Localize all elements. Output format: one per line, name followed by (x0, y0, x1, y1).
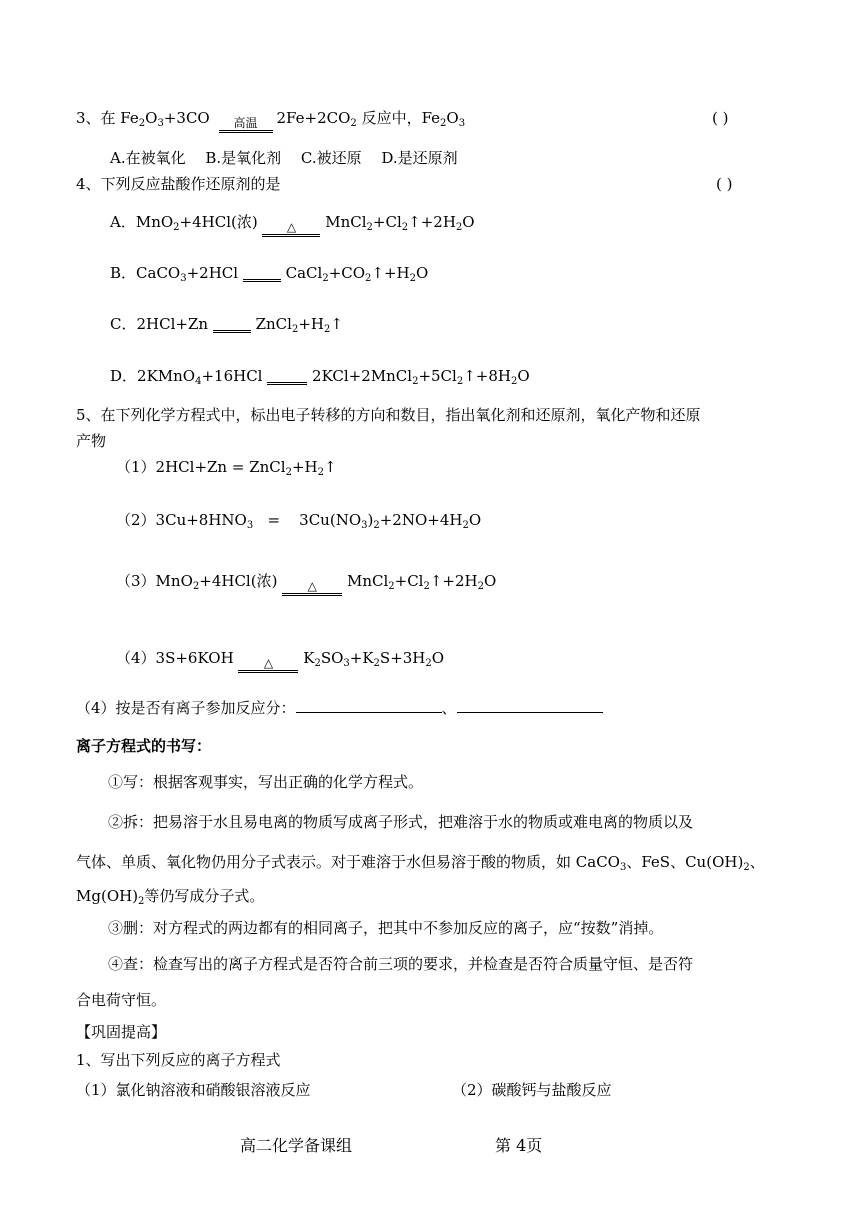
text: O (431, 649, 445, 667)
consolidate-q1: 1、写出下列反应的离子方程式 (76, 1051, 281, 1069)
text: K (298, 649, 315, 667)
heat-condition-sign (262, 220, 320, 237)
text: （1）2HCl+Zn = ZnCl (116, 458, 286, 476)
ionic-step-3: ③删：对方程式的两边都有的相同离子，把其中不参加反应的离子，应“按数”消掉。 (108, 919, 664, 937)
sub: 3 (180, 273, 187, 284)
sub: 2 (291, 324, 299, 335)
text: 2KCl+2MnCl (307, 367, 413, 385)
sub: 2 (173, 222, 180, 233)
text: （4）3S+6KOH (116, 649, 234, 667)
q3-condition: 高温 (233, 116, 258, 130)
heat-triangle-icon: △ (286, 220, 297, 234)
consolidate-heading: 【巩固提高】 (76, 1023, 167, 1041)
text: MnCl (342, 572, 389, 590)
sub: 2 (743, 862, 750, 873)
text: +2HCl (186, 264, 239, 282)
classify-line (76, 698, 603, 718)
text: O (145, 109, 158, 127)
sub: 2 (373, 658, 380, 669)
sub: 2 (510, 376, 518, 387)
text: 反应中，Fe (356, 109, 441, 127)
equals-bar (243, 279, 281, 282)
sub: 2 (440, 118, 447, 129)
q5-equation-4 (116, 648, 444, 669)
separator: 、 (441, 699, 457, 717)
sub: 3 (361, 520, 368, 531)
sub: 2 (401, 222, 409, 233)
sub: 2 (423, 581, 430, 592)
sub: 4 (195, 376, 202, 387)
sub: 2 (388, 581, 395, 592)
text: 2Fe+2CO (276, 109, 351, 127)
q5-equation-3 (116, 571, 496, 592)
sub: 2 (322, 273, 329, 284)
ionic-step-2-line1: ②拆：把易溶于水且易电离的物质写成离子形式，把难溶于水的物质或难电离的物质以及 (108, 813, 694, 831)
q4-answer-paren: ( ) (716, 175, 733, 193)
sub: 2 (138, 118, 146, 129)
heat-condition-sign (282, 579, 342, 596)
q3-answer-paren: ( ) (712, 109, 729, 127)
text: C．2HCl+Zn (110, 315, 209, 333)
text: ↑+2H (408, 213, 456, 231)
text: B．CaCO (110, 264, 181, 282)
classify-label: （4）按是否有离子参加反应分： (76, 699, 296, 717)
equals-bar (238, 670, 298, 673)
text: （2）3Cu+8HNO (116, 511, 247, 529)
text: +Cl (394, 572, 424, 590)
sub: 2 (477, 581, 484, 592)
text: S+3H (379, 649, 426, 667)
q4-option-c (110, 314, 343, 334)
text: +Cl (372, 213, 402, 231)
q3-condition-sign (219, 116, 273, 133)
text: O (446, 109, 459, 127)
text: A．MnO (110, 213, 174, 231)
consolidate-sub-1: （1）氯化钠溶液和硝酸银溶液反应 (76, 1081, 311, 1099)
text: 、FeS、Cu(OH) (626, 853, 744, 871)
ionic-step-2-line2 (76, 852, 765, 872)
equals-bar (262, 234, 320, 237)
text: = 3Cu(NO (253, 511, 362, 529)
sub: 2 (192, 581, 200, 592)
sub: 2 (350, 118, 357, 129)
consolidate-sub-2: （2）碳酸钙与盐酸反应 (452, 1081, 612, 1099)
equals-sign (243, 279, 281, 282)
footer-page-number: 第 4页 (495, 1136, 543, 1155)
text: D．2KMnO (110, 367, 196, 385)
text: +4HCl(浓) (199, 572, 278, 590)
equals-sign (267, 382, 307, 385)
text: CaCl (280, 264, 323, 282)
text: O (468, 511, 482, 529)
q5-equation-2 (116, 510, 481, 530)
text: O (462, 213, 475, 231)
text: ↑+8H (463, 367, 511, 385)
text: +K (349, 649, 374, 667)
heat-condition-sign (238, 656, 298, 673)
text: 气体、单质、氧化物仍用分子式表示。对于难溶于水但易溶于酸的物质，如 CaCO (76, 853, 620, 871)
text: O (517, 367, 530, 385)
sub: 2 (456, 376, 464, 387)
text: SO (320, 649, 344, 667)
text: MnCl (320, 213, 367, 231)
ionic-step-2-line3 (76, 886, 264, 906)
q5-stem-line2: 产物 (76, 432, 107, 450)
sub: 2 (425, 658, 432, 669)
q4-option-d (110, 366, 530, 386)
equals-bar (219, 130, 273, 133)
text: 等仍写成分子式。 (144, 887, 265, 905)
sub: 2 (285, 467, 292, 478)
q5-stem-line1: 5、在下列化学方程式中，标出电子转移的方向和数目，指出氧化剂和还原剂，氧化产物和还原 (76, 406, 701, 424)
text: +5Cl (418, 367, 457, 385)
text: Mg(OH) (76, 887, 139, 905)
q5-equation-1 (116, 457, 337, 477)
text: +16HCl (201, 367, 263, 385)
text: +4HCl(浓) (179, 213, 258, 231)
sub: 3 (458, 118, 466, 129)
sub: 2 (455, 222, 463, 233)
q3-prefix: 3、在 Fe (76, 109, 139, 127)
sub: 2 (314, 658, 321, 669)
sub: 2 (409, 273, 416, 284)
text: ↑+H (371, 264, 410, 282)
sub: 2 (323, 324, 331, 335)
text: +H (291, 458, 318, 476)
ionic-step-1: ①写：根据客观事实，写出正确的化学方程式。 (108, 773, 424, 791)
equals-bar (267, 382, 307, 385)
sub: 3 (246, 520, 254, 531)
text: +CO (328, 264, 366, 282)
equals-sign (213, 330, 251, 333)
text: O (416, 264, 429, 282)
sub: 2 (365, 273, 372, 284)
text: O (484, 572, 497, 590)
q4-option-b (110, 263, 428, 283)
ionic-step-4-line2: 合电荷守恒。 (76, 991, 167, 1009)
sub: 3 (619, 862, 627, 873)
text: ↑ (323, 458, 337, 476)
text: +2NO+4H (379, 511, 463, 529)
q3-options: A.在被氧化 B.是氧化剂 C.被还原 D.是还原剂 (110, 149, 458, 167)
sub: 3 (157, 118, 164, 129)
ionic-step-4-line1: ④查：检查写出的离子方程式是否符合前三项的要求，并检查是否符合质量守恒、是否符 (108, 955, 694, 973)
q4-stem: 4、下列反应盐酸作还原剂的是 (76, 175, 281, 193)
answer-blank-2[interactable] (457, 698, 603, 713)
heat-triangle-icon: △ (307, 579, 317, 593)
text: ↑ (330, 315, 343, 333)
text: ↑+2H (429, 572, 478, 590)
sub: 2 (138, 896, 145, 907)
sub: 2 (317, 467, 324, 478)
sub: 2 (412, 376, 419, 387)
text: （3）MnO (116, 572, 193, 590)
sub: 2 (462, 520, 469, 531)
q3-equation-line (76, 108, 465, 129)
text: +H (298, 315, 324, 333)
text: 、 (749, 853, 765, 871)
q4-option-a (110, 212, 475, 233)
sub: 2 (373, 520, 380, 531)
heat-triangle-icon: △ (263, 656, 274, 670)
sub: 2 (366, 222, 373, 233)
text: ) (367, 511, 374, 529)
footer-group: 高二化学备课组 (240, 1136, 353, 1155)
text: ZnCl (250, 315, 292, 333)
sub: 3 (343, 658, 350, 669)
answer-blank-1[interactable] (296, 698, 442, 713)
text: +3CO (163, 109, 210, 127)
equals-bar (213, 330, 251, 333)
equals-bar (282, 593, 342, 596)
ionic-heading: 离子方程式的书写： (76, 737, 212, 755)
